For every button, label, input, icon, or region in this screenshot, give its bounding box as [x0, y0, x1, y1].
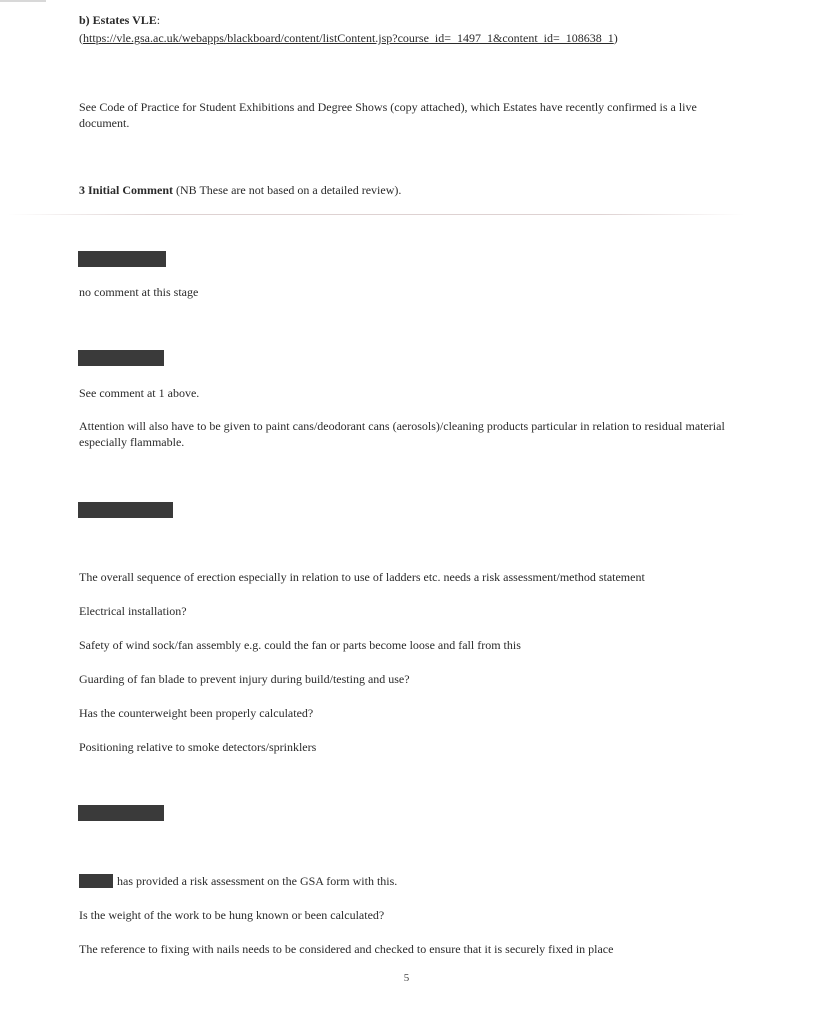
- estates-vle-link[interactable]: https://vle.gsa.ac.uk/webapps/blackboard/content/listContent.jsp?course_id=_1497_1&content_id=_108638_1: [83, 31, 614, 45]
- comment-2-line-1: See comment at 1 above.: [79, 386, 200, 400]
- comment-1-text: no comment at this stage: [79, 285, 199, 299]
- comment-3-item: Positioning relative to smoke detectors/sprinklers: [79, 740, 317, 754]
- scan-artifact: [0, 0, 46, 2]
- redacted-name-3: [78, 502, 173, 518]
- redacted-inline-name: [79, 874, 113, 888]
- comment-3-item: Electrical installation?: [79, 604, 187, 618]
- comment-2-line-2: Attention will also have to be given to paint cans/deodorant cans (aerosols)/cleaning products particular in relation to residual material especially flammable.: [79, 419, 725, 449]
- section-b-url-line: (https://vle.gsa.ac.uk/webapps/blackboard/content/listContent.jsp?course_id=_1497_1&content_id=_108638_1): [79, 31, 618, 45]
- comment-4-line-3: The reference to fixing with nails needs to be considered and checked to ensure that it is securely fixed in place: [79, 942, 614, 956]
- comment-3-item: Has the counterweight been properly calculated?: [79, 706, 314, 720]
- scan-line-artifact: [8, 214, 745, 215]
- comment-4-line-2: Is the weight of the work to be hung known or been calculated?: [79, 908, 385, 922]
- redacted-name-4: [78, 805, 164, 821]
- section-b-heading: b) Estates VLE:: [79, 13, 161, 27]
- code-of-practice-paragraph: See Code of Practice for Student Exhibitions and Degree Shows (copy attached), which Estates have recently confirmed is a live document.: [79, 100, 697, 130]
- comment-4-line-1: has provided a risk assessment on the GSA form with this.: [79, 873, 397, 889]
- comment-3-item: Safety of wind sock/fan assembly e.g. could the fan or parts become loose and fall from this: [79, 638, 521, 652]
- comment-3-item: The overall sequence of erection especially in relation to use of ladders etc. needs a risk assessment/method statement: [79, 570, 645, 584]
- page-number: 5: [403, 972, 410, 984]
- section-3-heading: 3 Initial Comment (NB These are not based on a detailed review).: [79, 183, 402, 197]
- comment-3-item: Guarding of fan blade to prevent injury during build/testing and use?: [79, 672, 410, 686]
- redacted-name-2: [78, 350, 164, 366]
- redacted-name-1: [78, 251, 166, 267]
